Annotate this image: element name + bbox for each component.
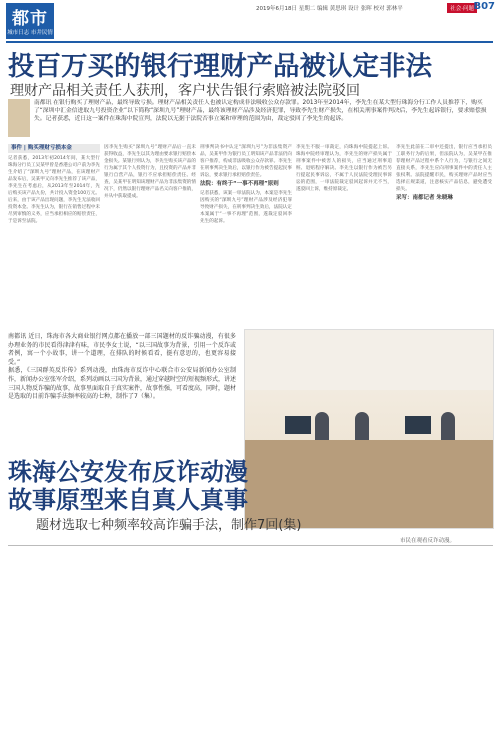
page-header [0,0,499,36]
photo-screen [405,416,431,434]
photo-caption: 市民在观看反诈动漫。 [400,538,456,544]
story2-lead: 南都讯 近日，珠海市各大商业银行网点都在播放一部三国题材的反诈骗动漫，有很多办理业务的市民看得津津有味，市民李女士说，“以三国故事为背景，引用一个反诈或者例，寓一个小故事，讲一个道理，在排队的时候看看，挺有意思的，也更容易接受。” 据悉，《三国群英反诈传》系列动漫，由珠海市反诈中心联合市公安局新闻办公室制作，新闻办公室张军介绍，系列动画以三国为背景，通过穿越时空的短视频形式，讲述三国人物反诈骗的故事，故事里面取自于真实案件，故事性强，可看度高，同时，题材是选取的目前诈骗手法频率较高的七种，制作了7（集）。 [8,333,237,401]
story1-col3-text2: 记者获悉，该案一审法院认为，本案是李先生因购买的“深圳九号”理财产品涉及经济犯罪导致财产损失，在刑事判决生效后，法院认定本案属于“一事不再理”范围，遂裁定驳回李先生的起诉。 [200,191,292,224]
story1-col1-text: 记者获悉，2013年初2014年间，某大型行珠海分行员工吴某甲曾是香港公司户前为李先生介绍了“深圳九号”理财产品，在该理财产品发布后，吴某甲又向李先生推荐了该产品，李先生在考虑后，从2013年至2014年，先后购买该产品九份，共计投入资金100万元。后来，由于该产品出现问题，李先生无法收回投资本金。李先生认为，银行在销售过程中未尽到审慎的义务，应当承担相应的赔偿责任，于是诉至法院。 [8,156,100,224]
story1-intro [8,99,493,139]
story1-col1-heading: 事件 | 购买理财亏损本金 [8,144,100,153]
story2-subhead: 题材选取七种频率较高诈骗手法，制作7回(集) [36,518,302,533]
page-number: B07 [473,1,495,12]
section-logo [6,3,54,39]
story1-column-2 [104,144,196,324]
story1-byline: 采写：南都记者 朱晓琳 [396,195,453,201]
photo-screen [285,416,311,434]
story1-column-4 [296,144,392,324]
section-rule [8,545,493,546]
story1-col3-subhead: 法院：有终于“一事不再理”原则 [200,181,279,187]
reporter-photo [8,99,30,137]
section-tagline: 城市日志 市井民情 [7,30,53,36]
topic-badge: 社会·问题 [447,3,477,13]
story2-headline-line1: 珠海公安发布反诈动漫 [8,458,248,486]
story1-col4-text: 李先生不服一审裁定，向珠海中院提起上诉。珠海中院经审理认为，李先生的财产损失属于刑事案件中被害人的损失，应当通过刑事追赃、退赔程序解决。李先生以银行作为被告另行提起民事诉讼，不属于人民法院受理民事诉讼的范围，一审法院裁定驳回起诉并无不当，遂驳回上诉，维持原裁定。 [296,145,392,192]
dateline: 2019年6月18日 星期二 编辑 黄思琪 设计 张晖 校对 郭林平 [256,6,403,12]
story2-headline-line2: 故事原型来自真人真事 [8,486,248,514]
story1-column-1 [8,144,100,324]
story2-photo [244,329,494,529]
story1-intro-text: 南都讯 在银行购买了理财产品，最终导致亏损。理财产品相关责任人也被认定构成非法吸收公众存款罪。2013年至2014年，李先生在某大型行珠海分行工作人员推荐下，购买了“深圳中汇金信进取九号投资企业”以下简称“深圳九号”理财产品，最终该理财产品涉及经济犯罪，导致李先生财产损失，在相关刑事案件判决后，李先生起诉银行，要求赔偿损失。记者获悉，近日这一案件在珠海中院宣判，法院以无据于法院否事立案和审理的范围为由，裁定驳回了李先生的起诉。 [34,100,487,122]
story1-column-3 [200,144,292,324]
story1-headline: 投百万买的银行理财产品被认定非法 [8,51,432,82]
story1-col5-text: 李先生此前在二审中还提出，银行应当承担员工职务行为的后果，但法院认为，吴某甲在推荐理财产品过程中系个人行为，与银行之间无直接关系，李先生应向刑事案件中的责任人主张权利。法院提醒市民，购买理财产品时应当选择正规渠道，注意核实产品信息，避免遭受损失。 [396,145,492,192]
header-rule [6,41,493,43]
photo-person [441,412,455,442]
photo-person [355,412,369,442]
story2-headline [8,458,248,514]
section-title: 都市 [12,9,48,29]
photo-person [315,412,329,442]
photo-wall [245,330,493,390]
story1-col2-text: 因李先生购买“深圳九号”理财产品后一直未获得收益，李先生以其为理由要求银行赔偿本金损失。某银行则认为，李先生购买该产品的行为属于其个人投资行为，且投资的产品并非银行自营产品，银行不应承担赔偿责任。经查，吴某甲在明知该理财产品为非法集资的情况下，仍然以银行理财产品名义向客户推销，并从中获取提成。 [104,145,196,199]
story1-col3-text: 刑事判决书中认定“深圳九号”为非法集资产品，吴某甲作为银行员工明知该产品非法仍向客户推荐，构成非法吸收公众存款罪。李先生在刑事判决生效后，以银行作为被告提起民事诉讼，要求银行承担赔偿责任。 [200,145,292,178]
story1-column-5 [396,144,492,324]
story1-subhead: 理财产品相关责任人获刑，客户状告银行索赔被法院驳回 [10,83,360,99]
